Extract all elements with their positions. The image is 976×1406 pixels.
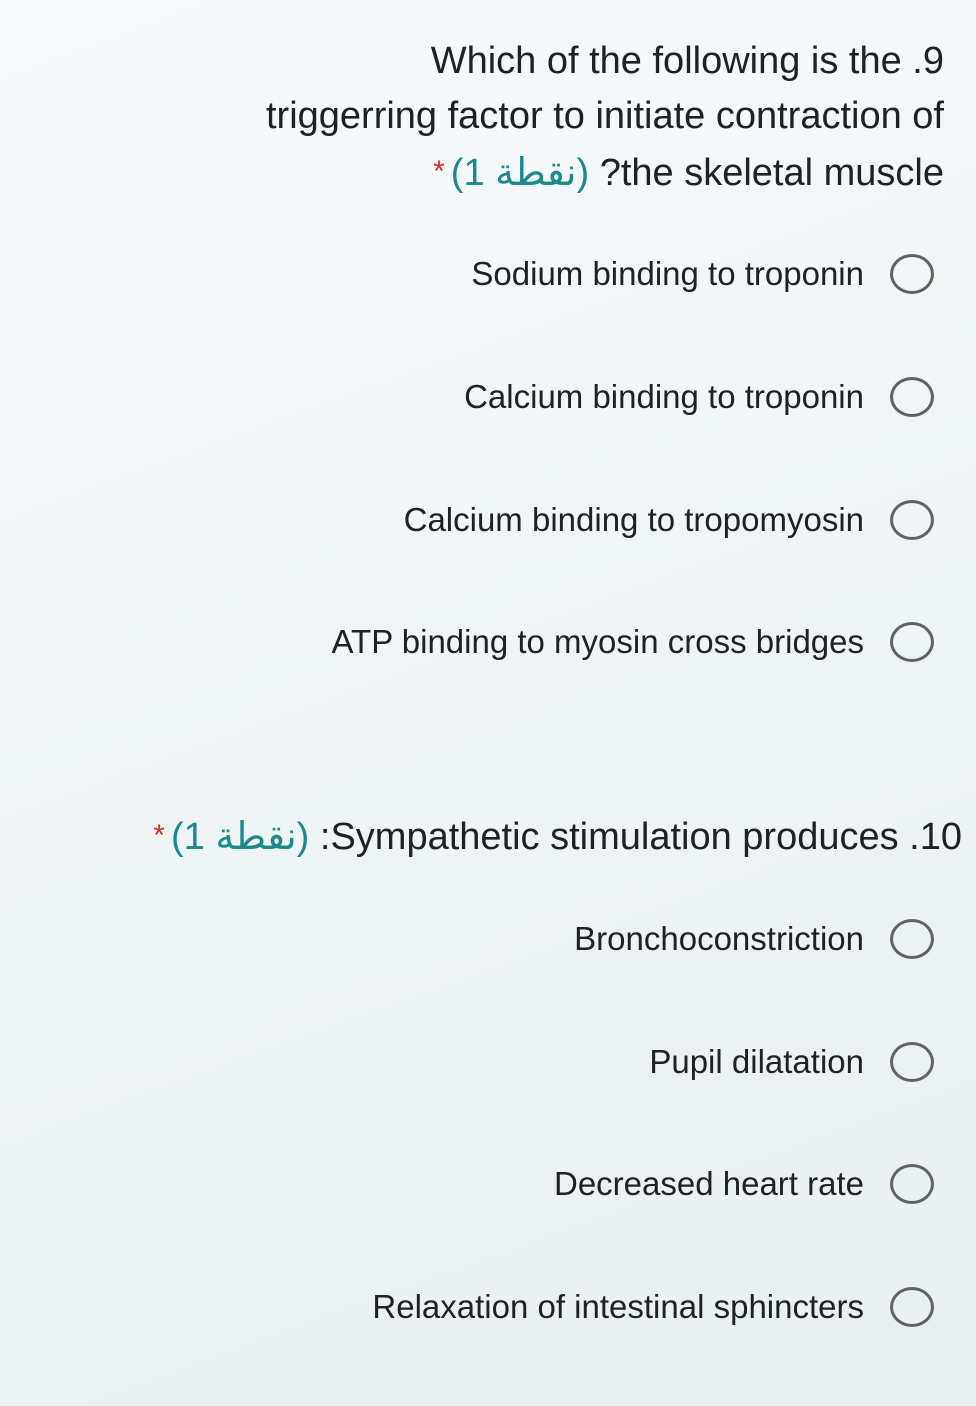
- question-title-line: :Sympathetic stimulation produces .10: [319, 816, 962, 858]
- question-title-line: triggerring factor to initiate contraction of: [265, 95, 944, 137]
- question-title: [153, 808, 962, 865]
- radio-button[interactable]: [890, 377, 934, 417]
- radio-button[interactable]: [890, 622, 934, 662]
- question-title: [266, 34, 944, 201]
- radio-button[interactable]: [890, 254, 934, 294]
- answer-option[interactable]: [372, 1282, 934, 1332]
- question-title-line: Which of the following is the .9: [430, 40, 944, 82]
- radio-button[interactable]: [890, 1287, 934, 1327]
- option-label: Decreased heart rate: [553, 1165, 864, 1202]
- points-label: (نقطة 1): [450, 152, 590, 194]
- radio-button[interactable]: [890, 1164, 934, 1204]
- question-title-line: ?the skeletal muscle: [599, 152, 944, 194]
- option-label: Sodium binding to troponin: [471, 255, 864, 292]
- option-label: Pupil dilatation: [649, 1043, 864, 1080]
- answer-option[interactable]: [554, 1159, 934, 1209]
- answer-option[interactable]: [471, 249, 934, 299]
- option-label: Calcium binding to tropomyosin: [403, 501, 864, 538]
- answer-option[interactable]: [574, 914, 934, 964]
- radio-button[interactable]: [890, 1042, 934, 1082]
- required-marker: *: [433, 155, 445, 188]
- radio-button[interactable]: [890, 500, 934, 540]
- answer-option[interactable]: [404, 495, 934, 545]
- question-title-line: [266, 144, 944, 201]
- question-title-line: [153, 808, 962, 865]
- radio-button[interactable]: [890, 919, 934, 959]
- option-label: Bronchoconstriction: [574, 920, 864, 957]
- points-label: (نقطة 1): [170, 816, 310, 858]
- answer-option[interactable]: [649, 1037, 934, 1087]
- option-label: Calcium binding to troponin: [464, 378, 864, 415]
- answer-option[interactable]: [464, 372, 934, 422]
- option-label: ATP binding to myosin cross bridges: [331, 623, 864, 660]
- answer-option[interactable]: [331, 617, 934, 667]
- option-label: Relaxation of intestinal sphincters: [372, 1288, 864, 1325]
- required-marker: *: [153, 819, 165, 852]
